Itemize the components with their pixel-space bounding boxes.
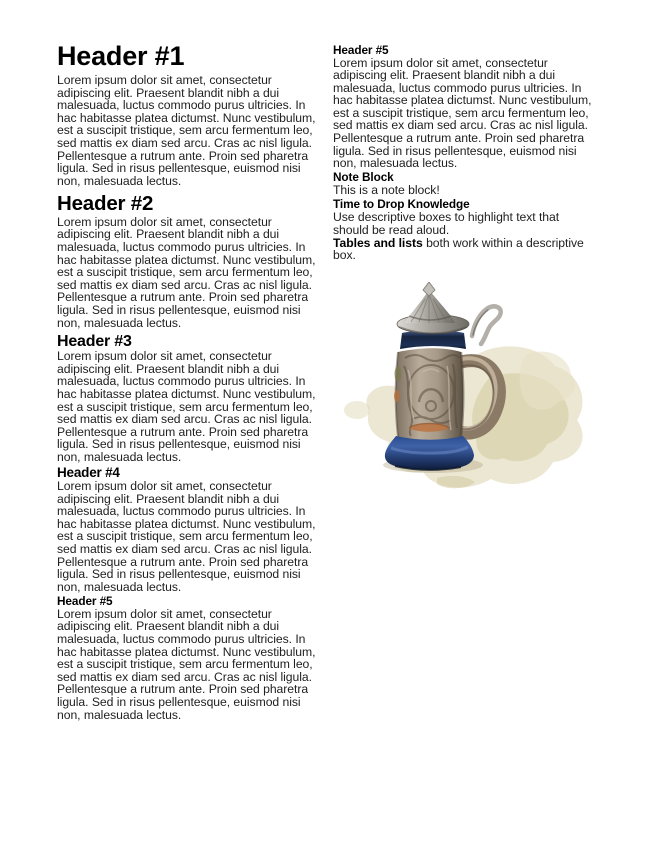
knowledge-block-text: Use descriptive boxes to highlight text that should be read aloud. <box>333 210 560 238</box>
section-1-paragraph: Lorem ipsum dolor sit amet, consectetur adipiscing elit. Praesent blandit nibh a dui malesuada, luctus commodo purus ultricies. In hac habitasse platea dictumst. Nunc vestibulum, est a suscipit tristique, sem arcu fermentum leo, sed mattis ex diam sed arcu. Cras ac nisl ligula. Pellentesque a rutrum ante. Proin sed pharetra ligula. Sed in risus pellentesque, euismod nisi non, malesuada lectus. <box>57 73 316 188</box>
section-4 <box>57 466 320 593</box>
section-3 <box>57 333 320 463</box>
section-2-heading: Header #2 <box>57 192 154 216</box>
beer-stein-svg <box>341 282 603 494</box>
right-column <box>333 42 596 824</box>
knowledge-block-title: Time to Drop Knowledge <box>333 197 470 212</box>
section-1 <box>57 42 320 187</box>
lid-thumb-lever <box>472 306 501 344</box>
stein-base <box>385 436 474 470</box>
note-block-text: This is a note block! <box>333 183 440 198</box>
section-2-paragraph: Lorem ipsum dolor sit amet, consectetur adipiscing elit. Praesent blandit nibh a dui malesuada, luctus commodo purus ultricies. In hac habitasse platea dictumst. Nunc vestibulum, est a suscipit tristique, sem arcu fermentum leo, sed mattis ex diam sed arcu. Cras ac nisl ligula. Pellentesque a rutrum ante. Proin sed pharetra ligula. Sed in risus pellentesque, euismod nisi non, malesuada lectus. <box>57 214 316 330</box>
lid-finial <box>423 282 435 296</box>
section-3-paragraph: Lorem ipsum dolor sit amet, consectetur adipiscing elit. Praesent blandit nibh a dui malesuada, luctus commodo purus ultricies. In hac habitasse platea dictumst. Nunc vestibulum, est a suscipit tristique, sem arcu fermentum leo, sed mattis ex diam sed arcu. Cras ac nisl ligula. Pellentesque a rutrum ante. Proin sed pharetra ligula. Sed in risus pellentesque, euismod nisi non, malesuada lectus. <box>57 349 316 464</box>
section-3-heading: Header #3 <box>57 333 132 351</box>
tables-and-lists-rest: both work within a descriptive box. <box>333 235 584 263</box>
section-4-paragraph: Lorem ipsum dolor sit amet, consectetur adipiscing elit. Praesent blandit nibh a dui malesuada, luctus commodo purus ultricies. In hac habitasse platea dictumst. Nunc vestibulum, est a suscipit tristique, sem arcu fermentum leo, sed mattis ex diam sed arcu. Cras ac nisl ligula. Pellentesque a rutrum ante. Proin sed pharetra ligula. Sed in risus pellentesque, euismod nisi non, malesuada lectus. <box>57 479 316 594</box>
section-right-5 <box>333 44 596 170</box>
section-5-paragraph: Lorem ipsum dolor sit amet, consectetur adipiscing elit. Praesent blandit nibh a dui malesuada, luctus commodo purus ultricies. In hac habitasse platea dictumst. Nunc vestibulum, est a suscipit tristique, sem arcu fermentum leo, sed mattis ex diam sed arcu. Cras ac nisl ligula. Pellentesque a rutrum ante. Proin sed pharetra ligula. Sed in risus pellentesque, euismod nisi non, malesuada lectus. <box>57 606 316 722</box>
section-right-5-heading: Header #5 <box>333 42 389 57</box>
note-block-title: Note Block <box>333 170 394 185</box>
stein-body <box>394 348 463 441</box>
section-4-heading: Header #4 <box>57 465 120 481</box>
section-2 <box>57 193 320 329</box>
section-right-5-paragraph: Lorem ipsum dolor sit amet, consectetur adipiscing elit. Praesent blandit nibh a dui malesuada, luctus commodo purus ultricies. In hac habitasse platea dictumst. Nunc vestibulum, est a suscipit tristique, sem arcu fermentum leo, sed mattis ex diam sed arcu. Cras ac nisl ligula. Pellentesque a rutrum ante. Proin sed pharetra ligula. Sed in risus pellentesque, euismod nisi non, malesuada lectus. <box>333 55 592 171</box>
left-column <box>57 42 320 824</box>
section-5 <box>57 595 320 721</box>
beer-stein-image <box>341 282 603 494</box>
tables-and-lists-line <box>333 237 596 262</box>
section-5-heading: Header #5 <box>57 593 113 608</box>
tables-and-lists-bold: Tables and lists <box>333 235 423 250</box>
section-1-heading: Header #1 <box>57 41 185 71</box>
